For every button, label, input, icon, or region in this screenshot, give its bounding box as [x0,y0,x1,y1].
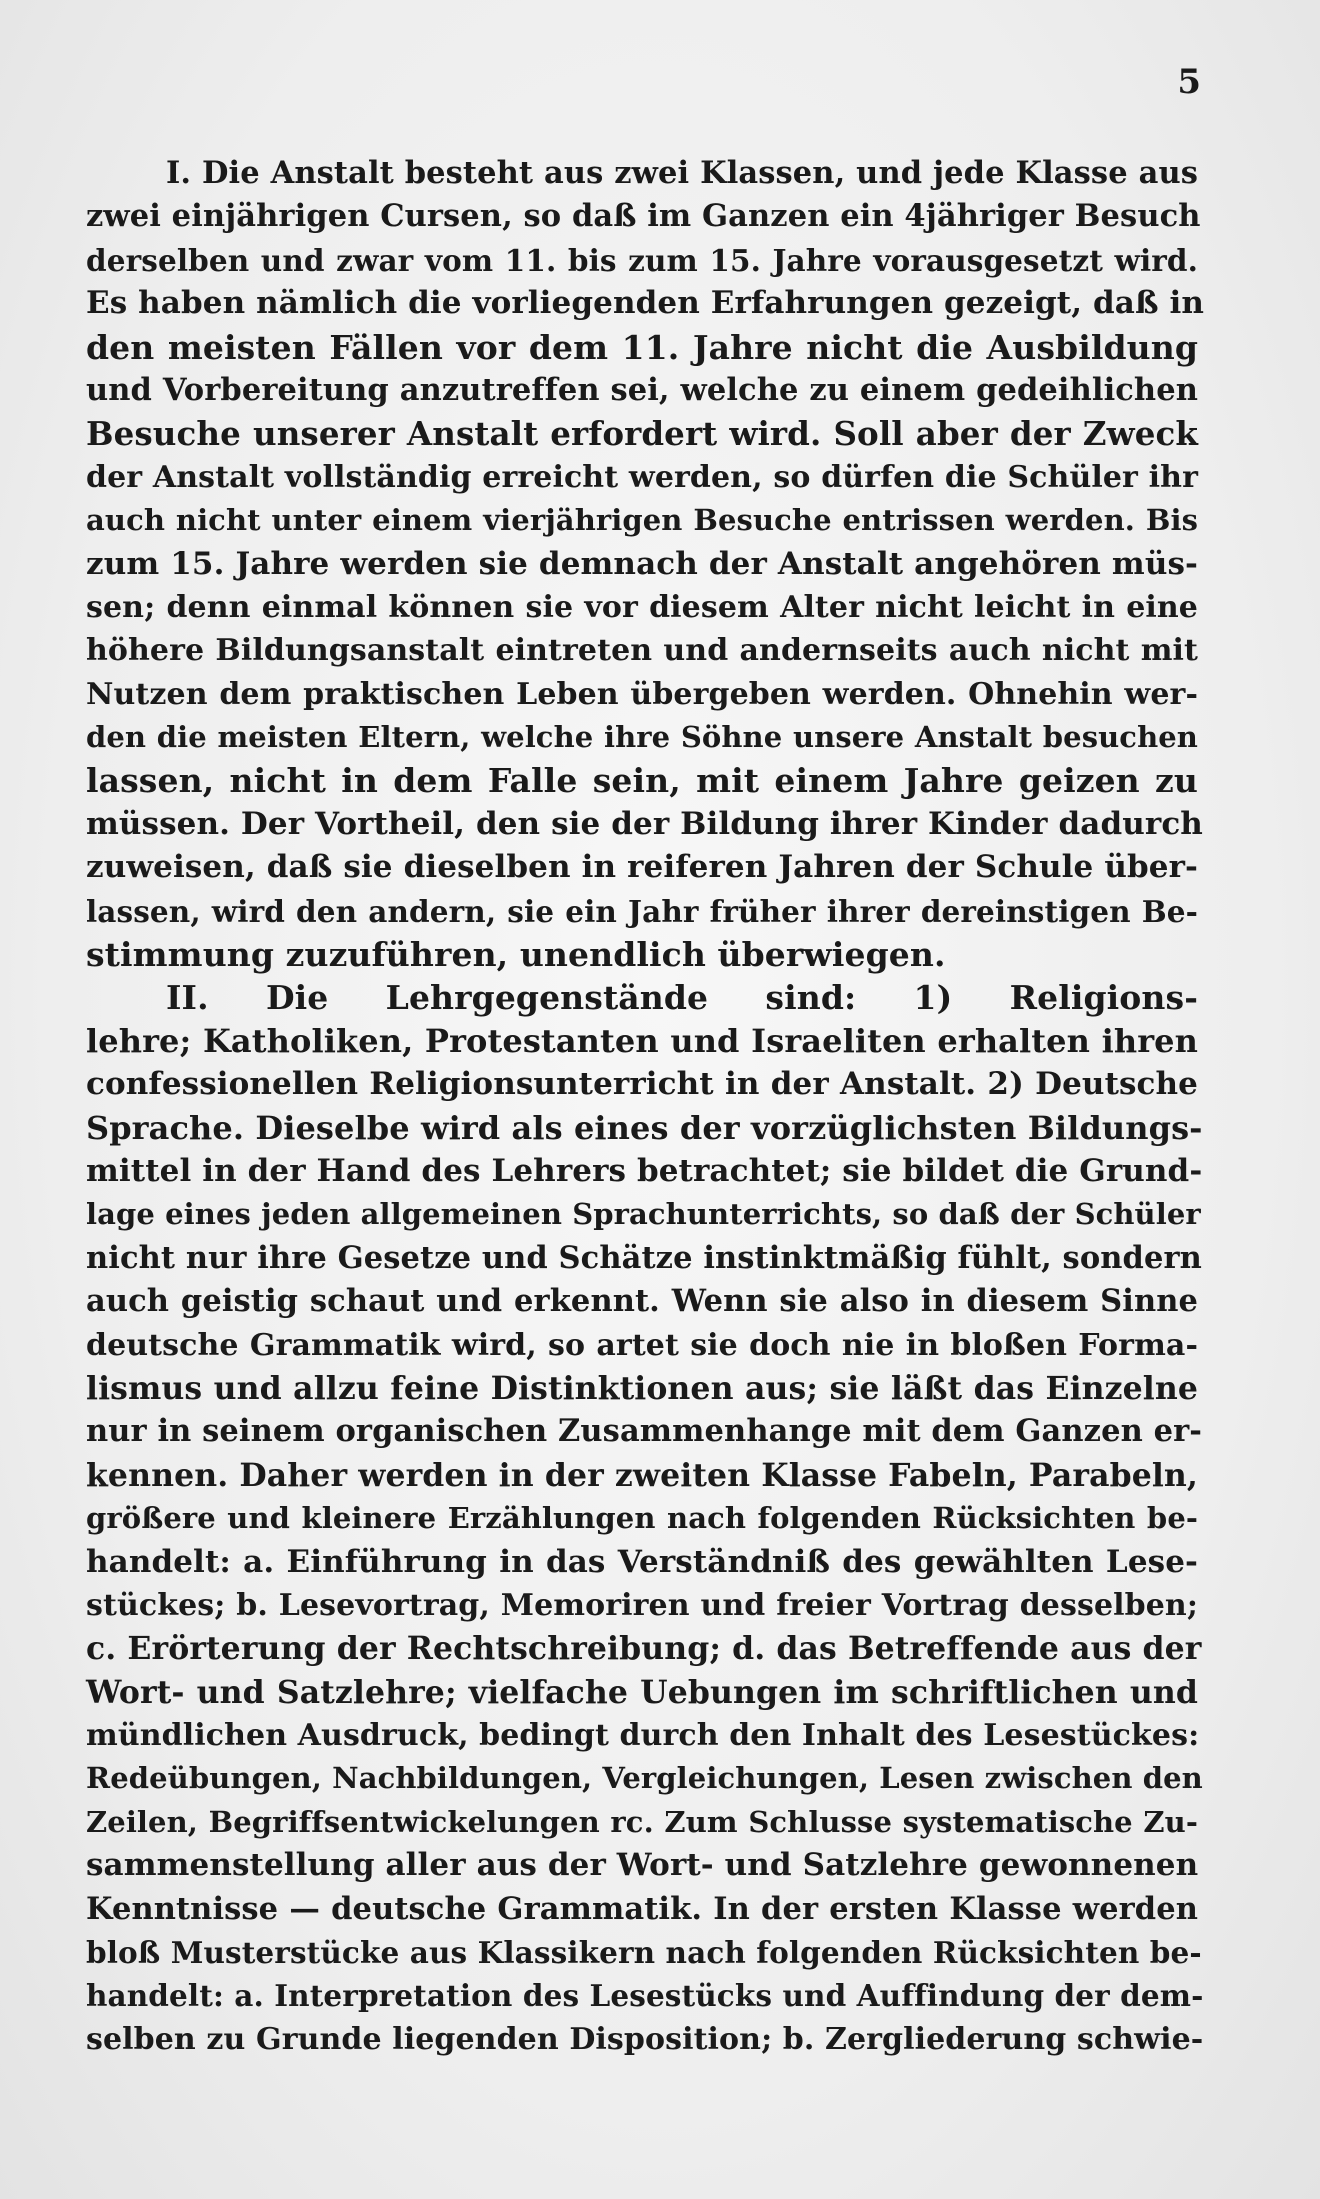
text-line: größere und kleinere Erzählungen nach folgenden Rücksichten be- [86,1501,1198,1536]
text-line: der Anstalt vollständig erreicht werden, so dürfen die Schüler ihr [86,459,1198,495]
text-line: lehre; Katholiken, Protestanten und Israeliten erhalten ihren [86,1021,1198,1060]
text-line: deutsche Grammatik wird, so artet sie doch nie in bloßen Forma- [86,1327,1198,1363]
text-line: Es haben nämlich die vorliegenden Erfahrungen gezeigt, daß in [86,285,1205,322]
text-line: nicht nur ihre Gesetze und Schätze instinktmäßig fühlt, sondern [86,1239,1202,1276]
text-line: lassen, wird den andern, sie ein Jahr früher ihrer dereinstigen Be- [86,893,1198,929]
text-line: zuweisen, daß sie dieselben in reiferen Jahren der Schule über- [86,849,1198,886]
text-line: höhere Bildungsanstalt eintreten und andernseits auch nicht mit [86,633,1198,669]
text-line: lassen, nicht in dem Falle sein, mit einem Jahre geizen zu [86,761,1198,801]
text-line: handelt: a. Einführung in das Verständniß des gewählten Lese- [86,1543,1198,1580]
text-line: kennen. Daher werden in der zweiten Klasse Fabeln, Parabeln, [86,1456,1198,1494]
text-line: nur in seinem organischen Zusammenhange mit dem Ganzen er- [86,1413,1203,1450]
text-line: selben zu Grunde liegenden Disposition; b. Zergliederung schwie- [86,2021,1204,2057]
text-line: lage eines jeden allgemeinen Sprachunterrichts, so daß der Schüler [86,1197,1201,1232]
text-line: zwei einjährigen Cursen, so daß im Ganzen ein 4jähriger Besuch [86,198,1201,235]
body-text [86,152,1205,2061]
text-line: bloß Musterstücke aus Klassikern nach folgenden Rücksichten be- [86,1935,1202,1971]
text-line: stimmung zuzuführen, unendlich überwiegen. [86,935,946,975]
text-line: Wort- und Satzlehre; vielfache Uebungen im schriftlichen und [86,1673,1198,1711]
text-line: Sprache. Dieselbe wird als eines der vorzüglichsten Bildungs- [86,1108,1203,1147]
text-line: handelt: a. Interpretation des Lesestücks und Auffindung der dem- [86,1978,1204,2014]
text-line: Nutzen dem praktischen Leben übergeben werden. Ohnehin wer- [86,676,1198,712]
text-line: müssen. Der Vortheil, den sie der Bildung ihrer Kinder dadurch [86,805,1203,842]
text-line: den meisten Fällen vor dem 11. Jahre nicht die Ausbildung [86,327,1198,367]
text-line: Zeilen, Begriffsentwickelungen rc. Zum Schlusse systematische Zu- [86,1804,1198,1839]
text-line: stückes; b. Lesevortrag, Memoriren und freier Vortrag desselben; [86,1587,1198,1623]
text-line: zum 15. Jahre werden sie demnach der Anstalt angehören müs- [86,545,1198,582]
text-line: den die meisten Eltern, welche ihre Söhne unsere Anstalt besuchen [86,720,1198,755]
text-line: Besuche unserer Anstalt erfordert wird. Soll aber der Zweck [86,414,1198,454]
text-line: lismus und allzu feine Distinktionen aus; sie läßt das Einzelne [86,1369,1198,1407]
text-line: Redeübungen, Nachbildungen, Vergleichungen, Lesen zwischen den [86,1761,1203,1796]
text-line: II. Die Lehrgegenstände sind: 1) Religions- [166,978,1198,1018]
text-line: sammenstellung aller aus der Wort- und Satzlehre gewonnenen [86,1847,1199,1884]
page-number: 5 [1177,62,1202,102]
text-line: I. Die Anstalt besteht aus zwei Klassen, und jede Klasse aus [166,155,1198,191]
text-line: Kenntnisse — deutsche Grammatik. In der ersten Klasse werden [86,1890,1198,1927]
text-line: mittel in der Hand des Lehrers betrachtet; sie bildet die Grund- [86,1152,1203,1189]
text-line: confessionellen Religionsunterricht in der Anstalt. 2) Deutsche [86,1066,1198,1103]
text-line: c. Erörterung der Rechtschreibung; d. das Betreffende aus der [86,1630,1202,1668]
text-line: mündlichen Ausdruck, bedingt durch den Inhalt des Lesestückes: [86,1718,1200,1754]
text-line: sen; denn einmal können sie vor diesem Alter nicht leicht in eine [86,589,1198,625]
text-line: auch nicht unter einem vierjährigen Besuche entrissen werden. Bis [86,503,1198,538]
text-line: derselben und zwar vom 11. bis zum 15. Jahre vorausgesetzt wird. [86,242,1198,278]
text-line: und Vorbereitung anzutreffen sei, welche zu einem gedeihlichen [86,371,1198,408]
text-line: auch geistig schaut und erkennt. Wenn sie also in diesem Sinne [86,1283,1198,1320]
